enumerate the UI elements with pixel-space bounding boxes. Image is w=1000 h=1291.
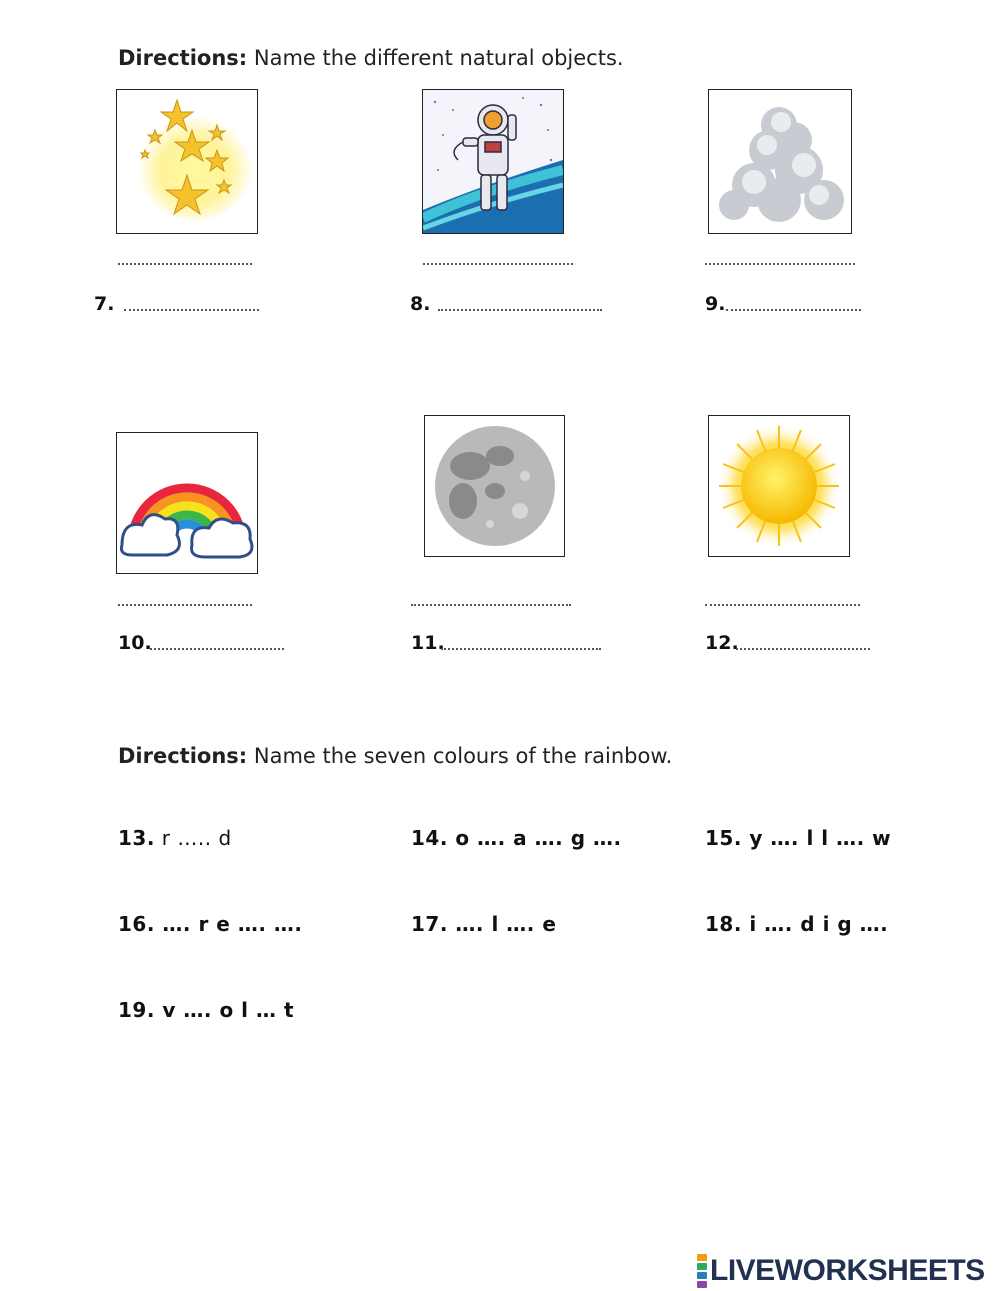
sun-icon	[709, 416, 849, 556]
astronaut-image	[422, 89, 564, 234]
directions-label: Directions:	[118, 46, 248, 70]
colour-question-13[interactable]	[118, 826, 232, 850]
answer-line-top	[411, 604, 571, 606]
stars-icon	[117, 90, 257, 233]
directions-text: Name the seven colours of the rainbow.	[247, 744, 673, 768]
colour-question-18[interactable]	[705, 912, 888, 936]
question-number: 17.	[411, 912, 448, 936]
question-number: 19.	[118, 998, 155, 1022]
answer-line-top	[118, 263, 252, 265]
question-number: 15.	[705, 826, 742, 850]
question-number: 7.	[94, 293, 115, 315]
question-number: 10.	[118, 632, 152, 654]
logo-block	[697, 1263, 707, 1270]
logo-blocks-icon	[697, 1254, 707, 1288]
answer-input[interactable]	[438, 309, 602, 311]
letter-pattern: …. l …. e	[455, 912, 557, 936]
question-number: 12.	[705, 632, 739, 654]
answer-input[interactable]	[441, 648, 601, 650]
colour-question-16[interactable]	[118, 912, 302, 936]
directions-text: Name the different natural objects.	[247, 46, 624, 70]
letter-pattern: i …. d i g ….	[749, 912, 889, 936]
moon-image	[424, 415, 565, 557]
rainbow-icon	[117, 433, 257, 573]
sun-image	[708, 415, 850, 557]
letter-pattern: …. r e …. ….	[162, 912, 303, 936]
question-number: 13.	[118, 826, 155, 850]
answer-line-top	[423, 263, 573, 265]
answer-input[interactable]	[736, 648, 870, 650]
letter-pattern: v …. o l … t	[162, 998, 295, 1022]
question-number: 8.	[410, 293, 431, 315]
logo-block	[697, 1272, 707, 1279]
answer-input[interactable]	[726, 309, 861, 311]
answer-line-top	[705, 604, 860, 606]
rainbow-image	[116, 432, 258, 574]
question-number: 14.	[411, 826, 448, 850]
colour-question-15[interactable]	[705, 826, 891, 850]
directions-label: Directions:	[118, 744, 248, 768]
colour-question-17[interactable]	[411, 912, 556, 936]
cloud-icon	[709, 90, 851, 233]
logo-text: LIVEWORKSHEETS	[710, 1254, 985, 1287]
question-number: 18.	[705, 912, 742, 936]
answer-line-top	[705, 263, 855, 265]
answer-line-top	[118, 604, 252, 606]
astronaut-icon	[423, 90, 563, 233]
letter-pattern: r ….. d	[161, 826, 232, 850]
stars-image	[116, 89, 258, 234]
moon-icon	[425, 416, 564, 556]
question-number: 9.	[705, 293, 726, 315]
directions-natural-objects	[118, 46, 624, 70]
answer-input[interactable]	[150, 648, 284, 650]
letter-pattern: y …. l l …. w	[749, 826, 892, 850]
letter-pattern: o …. a …. g ….	[455, 826, 622, 850]
logo-block	[697, 1281, 707, 1288]
question-number: 16.	[118, 912, 155, 936]
question-number: 11.	[411, 632, 445, 654]
answer-input[interactable]	[124, 309, 259, 311]
directions-rainbow-colours	[118, 744, 672, 768]
liveworksheets-logo	[697, 1254, 985, 1288]
cloud-image	[708, 89, 852, 234]
colour-question-19[interactable]	[118, 998, 294, 1022]
logo-block	[697, 1254, 707, 1261]
colour-question-14[interactable]	[411, 826, 622, 850]
